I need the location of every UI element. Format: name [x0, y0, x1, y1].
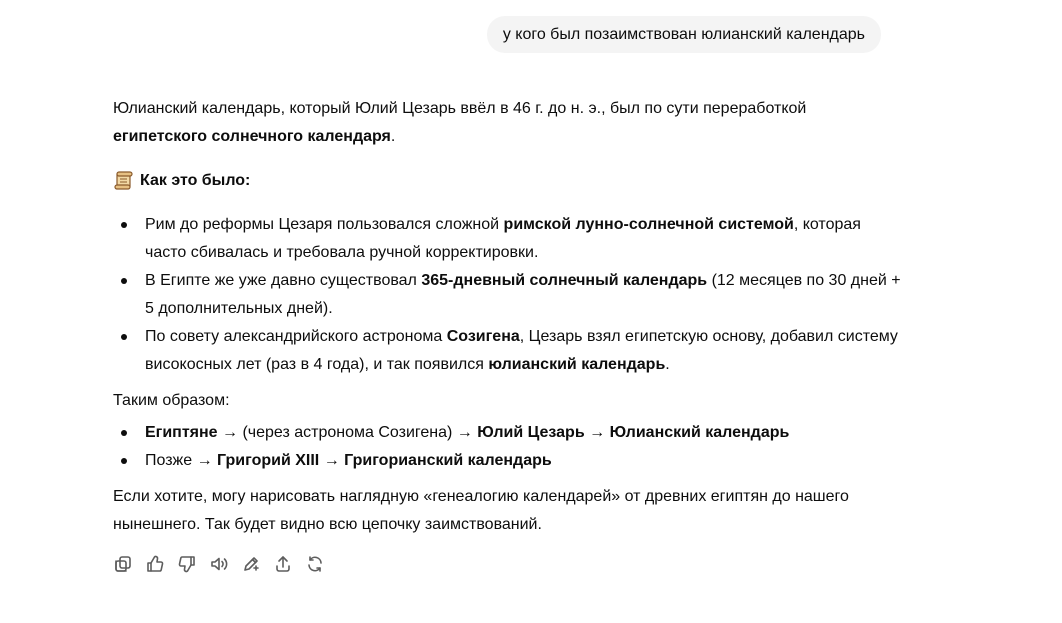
list-item-bold: римской лунно-солнечной системой — [503, 216, 794, 233]
list-item — [113, 267, 903, 323]
intro-end: . — [390, 128, 396, 145]
section-heading — [113, 167, 903, 195]
edit-icon — [241, 554, 261, 574]
scroll-emoji-icon — [113, 170, 135, 192]
thumbs-up-icon — [145, 554, 165, 574]
intro-text: Юлианский календарь, который Юлий Цезарь ввёл в 46 г. до н. э., был по сути переработкой — [113, 100, 807, 117]
user-message-bubble: у кого был позаимствован юлианский календарь — [487, 16, 881, 53]
list-item-text: (12 месяцев по 30 дней + 5 дополнительных дней). — [145, 272, 901, 317]
list-item-bold: → — [319, 452, 345, 469]
thumbs-down-icon — [177, 554, 197, 574]
user-message-row — [487, 16, 881, 53]
history-list — [113, 211, 903, 379]
share-button[interactable] — [273, 552, 305, 576]
answer-outro: Если хотите, могу нарисовать наглядную «генеалогию календарей» от древних египтян до нашего нынешнего. Так будет видно всю цепочку заимствований. — [113, 488, 849, 533]
lineage-list — [113, 419, 903, 475]
read-aloud-button[interactable] — [209, 552, 241, 576]
list-item-text: Рим до реформы Цезаря пользовался сложной — [145, 216, 504, 233]
list-item-bold: Григорий XIII — [217, 452, 320, 469]
share-icon — [273, 554, 293, 574]
summary-label: Таким образом: — [113, 392, 230, 409]
edit-button[interactable] — [241, 552, 273, 576]
assistant-answer — [113, 95, 903, 539]
regenerate-icon — [305, 554, 325, 574]
read-aloud-icon — [209, 554, 229, 574]
message-actions — [113, 552, 337, 576]
intro-bold: египетского солнечного календаря — [113, 128, 391, 145]
list-item-bold: Юлий Цезарь — [477, 424, 585, 441]
list-item-bold: Египтяне — [145, 424, 218, 441]
thumbs-up-button[interactable] — [145, 552, 177, 576]
copy-button[interactable] — [113, 552, 145, 576]
heading-text: Как это было: — [140, 172, 251, 189]
list-item-text: . — [665, 356, 670, 373]
list-item — [113, 323, 903, 379]
thumbs-down-button[interactable] — [177, 552, 209, 576]
list-item-text: В Египте же уже давно существовал — [145, 272, 422, 289]
list-item — [113, 211, 903, 267]
list-item-text: , Цезарь взял египетскую основу, добавил систему високосных лет (раз в 4 года), и так появился — [145, 328, 898, 373]
list-item — [113, 419, 903, 447]
list-item-text: , которая часто сбивалась и требовала ручной корректировки. — [145, 216, 861, 261]
list-item-bold: юлианский календарь — [488, 356, 666, 373]
list-item-bold: Юлианский календарь — [609, 424, 790, 441]
list-item-text: Позже → — [145, 452, 218, 469]
list-item — [113, 447, 903, 475]
list-item-bold: → — [584, 424, 610, 441]
list-item-bold: 365-дневный солнечный календарь — [421, 272, 708, 289]
list-item-bold: Созигена — [446, 328, 520, 345]
list-item-bold: Григорианский календарь — [344, 452, 552, 469]
answer-intro — [113, 95, 903, 151]
list-item-text: По совету александрийского астронома — [145, 328, 447, 345]
regenerate-button[interactable] — [305, 552, 337, 576]
copy-icon — [113, 554, 133, 574]
list-item-text: → (через астронома Созигена) → — [217, 424, 478, 441]
